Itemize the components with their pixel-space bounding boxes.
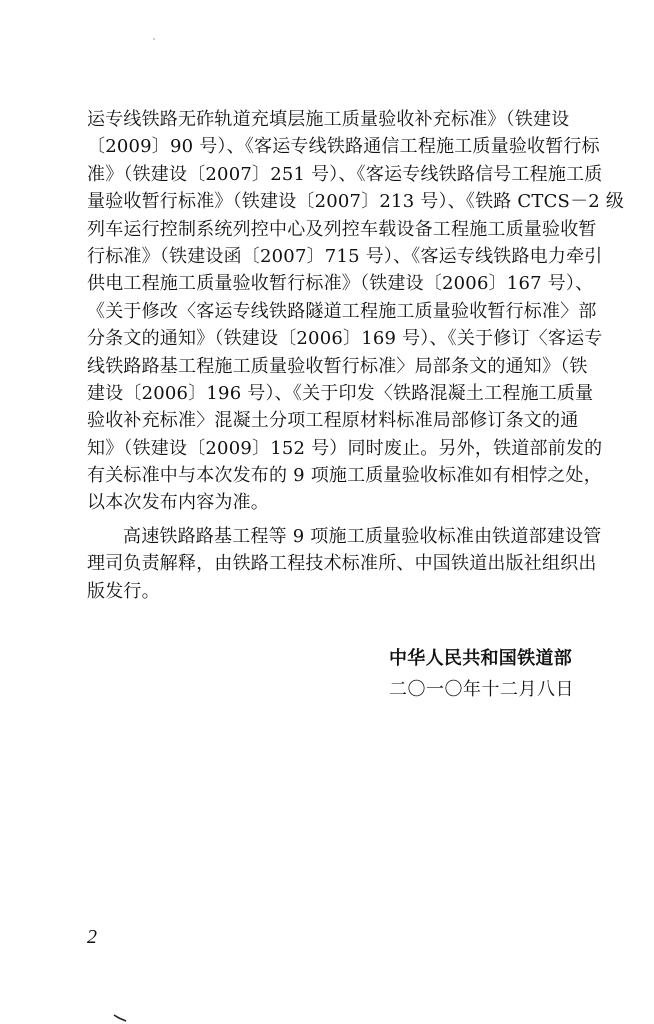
paragraph-line: 验收补充标准〉混凝土分项工程原材料标准局部修订条文的通: [87, 410, 579, 432]
paragraph-line: 建设〔2006〕196 号）、《关于印发〈铁路混凝土工程施工质量: [87, 382, 594, 404]
paragraph-line: 列车运行控制系统列控中心及列控车载设备工程施工质量验收暂: [87, 218, 597, 240]
paragraph-line: 准》（铁建设〔2007〕251 号）、《客运专线铁路信号工程施工质: [87, 163, 603, 185]
paragraph-line: 行标准》（铁建设函〔2007〕715 号）、《客运专线铁路电力牵引: [87, 245, 603, 267]
paragraph-line: 运专线铁路无砟轨道充填层施工质量验收补充标准》（铁建设: [87, 109, 570, 130]
paragraph-line: 知》（铁建设〔2009〕152 号）同时废止。另外，铁道部前发的: [87, 437, 603, 459]
paragraph-line: 分条文的通知》（铁建设〔2006〕169 号）、《关于修订〈客运专: [87, 328, 603, 350]
paragraph-line: 高速铁路路基工程等 9 项施工质量验收标准由铁道部建设管: [123, 525, 602, 547]
signature-block: [389, 645, 609, 707]
body-text: [87, 106, 625, 605]
page-number: 2: [87, 926, 97, 948]
paragraph-line: 量验收暂行标准》（铁建设〔2007〕213 号）、《铁路 CTCS－2 级: [87, 191, 625, 213]
paragraph-line: 线铁路路基工程施工质量验收暂行标准〉局部条文的通知》（铁: [87, 355, 588, 377]
paragraph-line: 理司负责解释，由铁路工程技术标准所、中国铁道出版社组织出: [87, 553, 597, 575]
scan-artifact: [113, 1014, 127, 1022]
paragraph-line: 《关于修改〈客运专线铁路隧道工程施工质量验收暂行标准〉部: [87, 300, 597, 322]
paragraph-line: 版发行。: [87, 580, 160, 602]
scan-artifact: [153, 38, 155, 40]
signature-organization: 中华人民共和国铁道部: [389, 648, 572, 669]
paragraph-line: 供电工程施工质量验收暂行标准》（铁建设〔2006〕167 号）、: [87, 273, 594, 295]
paragraph-line: 以本次发布内容为准。: [87, 492, 269, 514]
paragraph-line: 〔2009〕90 号）、《客运专线铁路通信工程施工质量验收暂行标: [87, 136, 600, 158]
paragraph-line: 有关标准中与本次发布的 9 项施工质量验收标准如有相悖之处，: [87, 465, 602, 487]
signature-date: 二〇一〇年十二月八日: [389, 679, 574, 700]
